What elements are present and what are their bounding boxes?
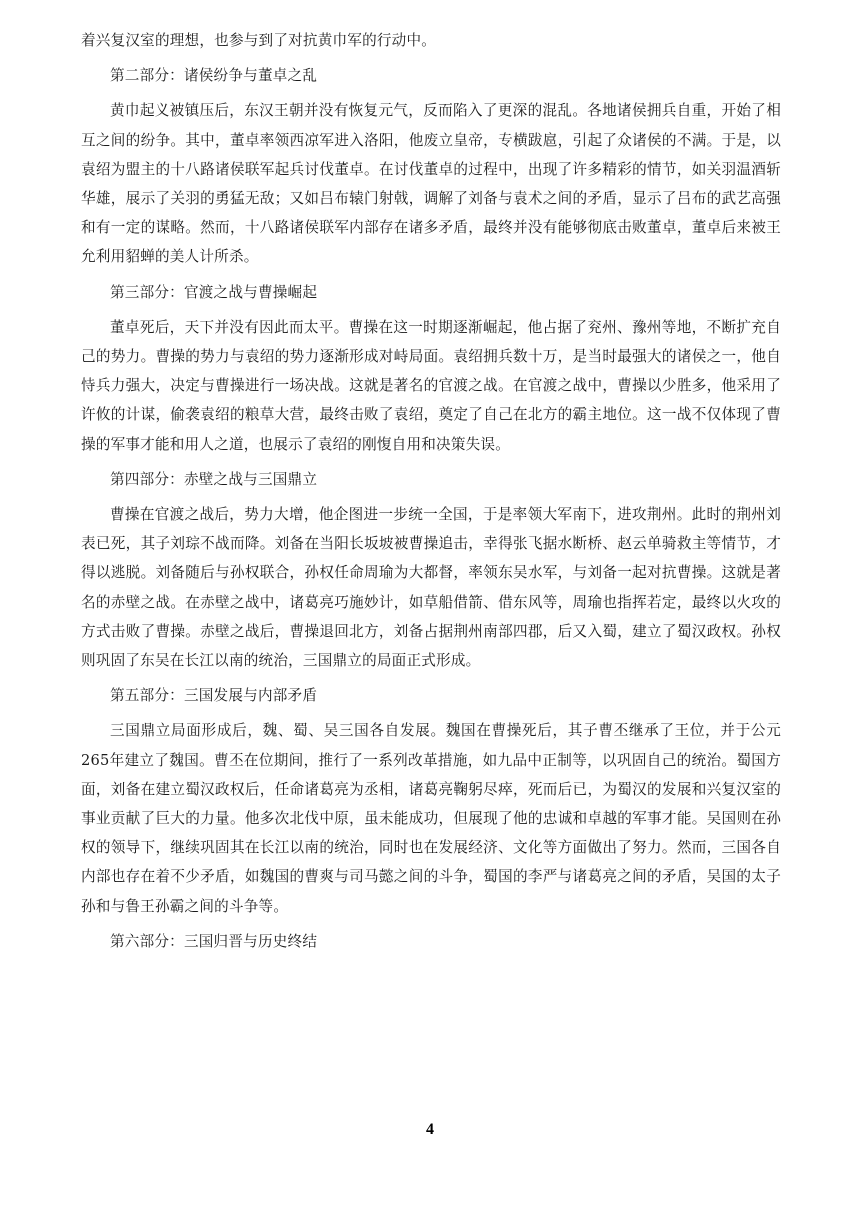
intro-paragraph: 着兴复汉室的理想，也参与到了对抗黄巾军的行动中。 — [81, 32, 437, 49]
section-3 — [81, 278, 781, 459]
section-heading: 第五部分：三国发展与内部矛盾 — [110, 687, 318, 705]
page-number: 4 — [426, 1121, 434, 1138]
document-page — [81, 26, 781, 962]
section-2 — [81, 61, 781, 271]
section-5 — [81, 681, 781, 921]
section-heading: 第四部分：赤壁之战与三国鼎立 — [110, 470, 318, 488]
section-6 — [81, 927, 781, 956]
section-heading: 第二部分：诸侯纷争与董卓之乱 — [110, 67, 318, 85]
section-heading: 第六部分：三国归晋与历史终结 — [110, 932, 318, 950]
section-body: 黄巾起义被镇压后，东汉王朝并没有恢复元气，反而陷入了更深的混乱。各地诸侯拥兵自重，开始了相互之间的纷争。其中，董卓率领西凉军进入洛阳，他废立皇帝，专横跋扈，引起了众诸侯的不满。于是，以袁绍为盟主的十八路诸侯联军起兵讨伐董卓。在讨伐董卓的过程中，出现了许多精彩的情节，如关羽温酒斩华雄，展示了关羽的勇猛无敌；又如吕布辕门射戟，调解了刘备与袁术之间的矛盾，显示了吕布的武艺高强和有一定的谋略。然而，十八路诸侯联军内部存在诸多矛盾，最终并没有能够彻底击败董卓，董卓后来被王允利用貂蝉的美人计所杀。 — [81, 102, 781, 266]
section-body: 曹操在官渡之战后，势力大增，他企图进一步统一全国，于是率领大军南下，进攻荆州。此时的荆州刘表已死，其子刘琮不战而降。刘备在当阳长坂坡被曹操追击，幸得张飞据水断桥、赵云单骑救主等情节，才得以逃脱。刘备随后与孙权联合，孙权任命周瑜为大都督，率领东吴水军，与刘备一起对抗曹操。这就是著名的赤壁之战。在赤壁之战中，诸葛亮巧施妙计，如草船借箭、借东风等，周瑜也指挥若定，最终以火攻的方式击败了曹操。赤壁之战后，曹操退回北方，刘备占据荆州南部四郡，后又入蜀，建立了蜀汉政权。孙权则巩固了东吴在长江以南的统治，三国鼎立的局面正式形成。 — [81, 506, 781, 670]
section-heading: 第三部分：官渡之战与曹操崛起 — [110, 283, 318, 301]
section-body: 三国鼎立局面形成后，魏、蜀、吴三国各自发展。魏国在曹操死后，其子曹丕继承了王位，并于公元265年建立了魏国。曹丕在位期间，推行了一系列改革措施，如九品中正制等，以巩固自己的统治。蜀国方面，刘备在建立蜀汉政权后，任命诸葛亮为丞相，诸葛亮鞠躬尽瘁，死而后已，为蜀汉的发展和兴复汉室的事业贡献了巨大的力量。他多次北伐中原，虽未能成功，但展现了他的忠诚和卓越的军事才能。吴国则在孙权的领导下，继续巩固其在长江以南的统治，同时也在发展经济、文化等方面做出了努力。然而，三国各自内部也存在着不少矛盾，如魏国的曹爽与司马懿之间的斗争，蜀国的李严与诸葛亮之间的矛盾，吴国的太子孙和与鲁王孙霸之间的斗争等。 — [81, 722, 781, 915]
section-body: 董卓死后，天下并没有因此而太平。曹操在这一时期逐渐崛起，他占据了兖州、豫州等地，不断扩充自己的势力。曹操的势力与袁绍的势力逐渐形成对峙局面。袁绍拥兵数十万，是当时最强大的诸侯之一，他自恃兵力强大，决定与曹操进行一场决战。这就是著名的官渡之战。在官渡之战中，曹操以少胜多，他采用了许攸的计谋，偷袭袁绍的粮草大营，最终击败了袁绍，奠定了自己在北方的霸主地位。这一战不仅体现了曹操的军事才能和用人之道，也展示了袁绍的刚愎自用和决策失误。 — [81, 318, 781, 453]
section-4 — [81, 465, 781, 675]
